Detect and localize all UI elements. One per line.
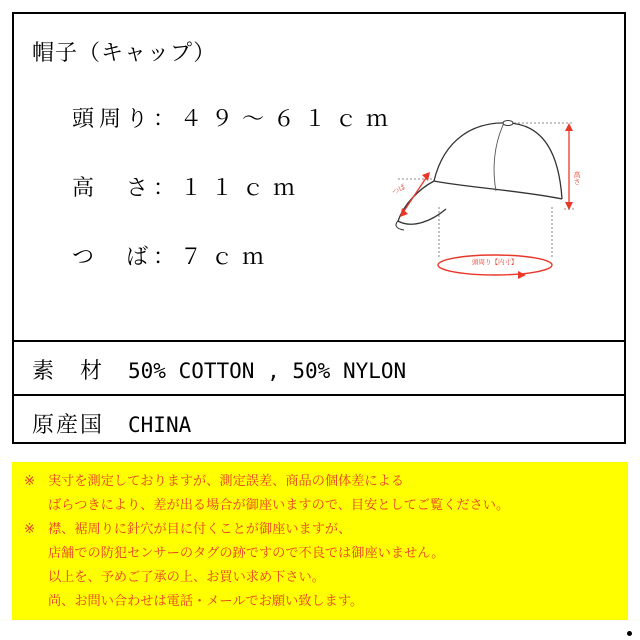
material-value: 50% COTTON , 50% NYLON bbox=[128, 359, 407, 383]
measurement-value: ４９〜６１ｃｍ bbox=[180, 107, 398, 132]
material-row bbox=[32, 354, 406, 385]
material-label: 素 材 bbox=[32, 359, 105, 384]
brim-arrow bbox=[402, 175, 428, 214]
measurement-height bbox=[72, 171, 304, 202]
circumference-label: 頭周り【内寸】 bbox=[472, 258, 518, 266]
spec-box bbox=[12, 12, 626, 444]
notice-line: 以上を、予めご了承の上、お買い求め下さい。 bbox=[48, 570, 325, 585]
cap-band-line bbox=[434, 181, 562, 199]
corner-dot bbox=[627, 631, 632, 636]
divider bbox=[14, 394, 624, 396]
height-label: 高さ bbox=[573, 171, 581, 185]
origin-row bbox=[32, 408, 191, 439]
cap-diagram bbox=[384, 109, 584, 284]
notice-line: 尚、お問い合わせは電話・メールでお願い致します。 bbox=[48, 594, 364, 609]
notice-line: 店舗での防犯センサーのタグの跡ですので不良では御座いません。 bbox=[48, 546, 445, 561]
note-mark: ※ bbox=[24, 474, 36, 489]
measurement-label: 高 さ： bbox=[72, 176, 181, 201]
notice-line: ばらつきにより、差が出る場合が御座いますので、目安としてご覧ください。 bbox=[48, 498, 510, 513]
notice-line: ※ 実寸を測定しておりますが、測定誤差、商品の個体差による bbox=[24, 470, 618, 494]
cap-button bbox=[503, 121, 513, 126]
brim-label: つば bbox=[391, 182, 408, 197]
notice-box bbox=[12, 462, 628, 620]
measurement-brim bbox=[72, 240, 273, 271]
measurement-value: ７ｃｍ bbox=[180, 245, 274, 270]
origin-label: 原産国 bbox=[32, 413, 105, 438]
measurement-label: つ ば： bbox=[72, 245, 181, 270]
measurement-head-circumference bbox=[72, 102, 397, 133]
origin-value: CHINA bbox=[128, 413, 192, 437]
note-mark: ※ bbox=[24, 522, 36, 537]
measurement-value: １１ｃｍ bbox=[180, 176, 305, 201]
cap-seam bbox=[494, 123, 504, 191]
product-title: 帽子（キャップ） bbox=[32, 41, 217, 66]
divider bbox=[14, 340, 624, 342]
notice-line: ※ 襟、裾周りに針穴が目に付くことが御座いますが、 bbox=[24, 518, 618, 542]
cap-crown-outline bbox=[434, 123, 562, 199]
measurement-label: 頭周り： bbox=[72, 107, 181, 132]
